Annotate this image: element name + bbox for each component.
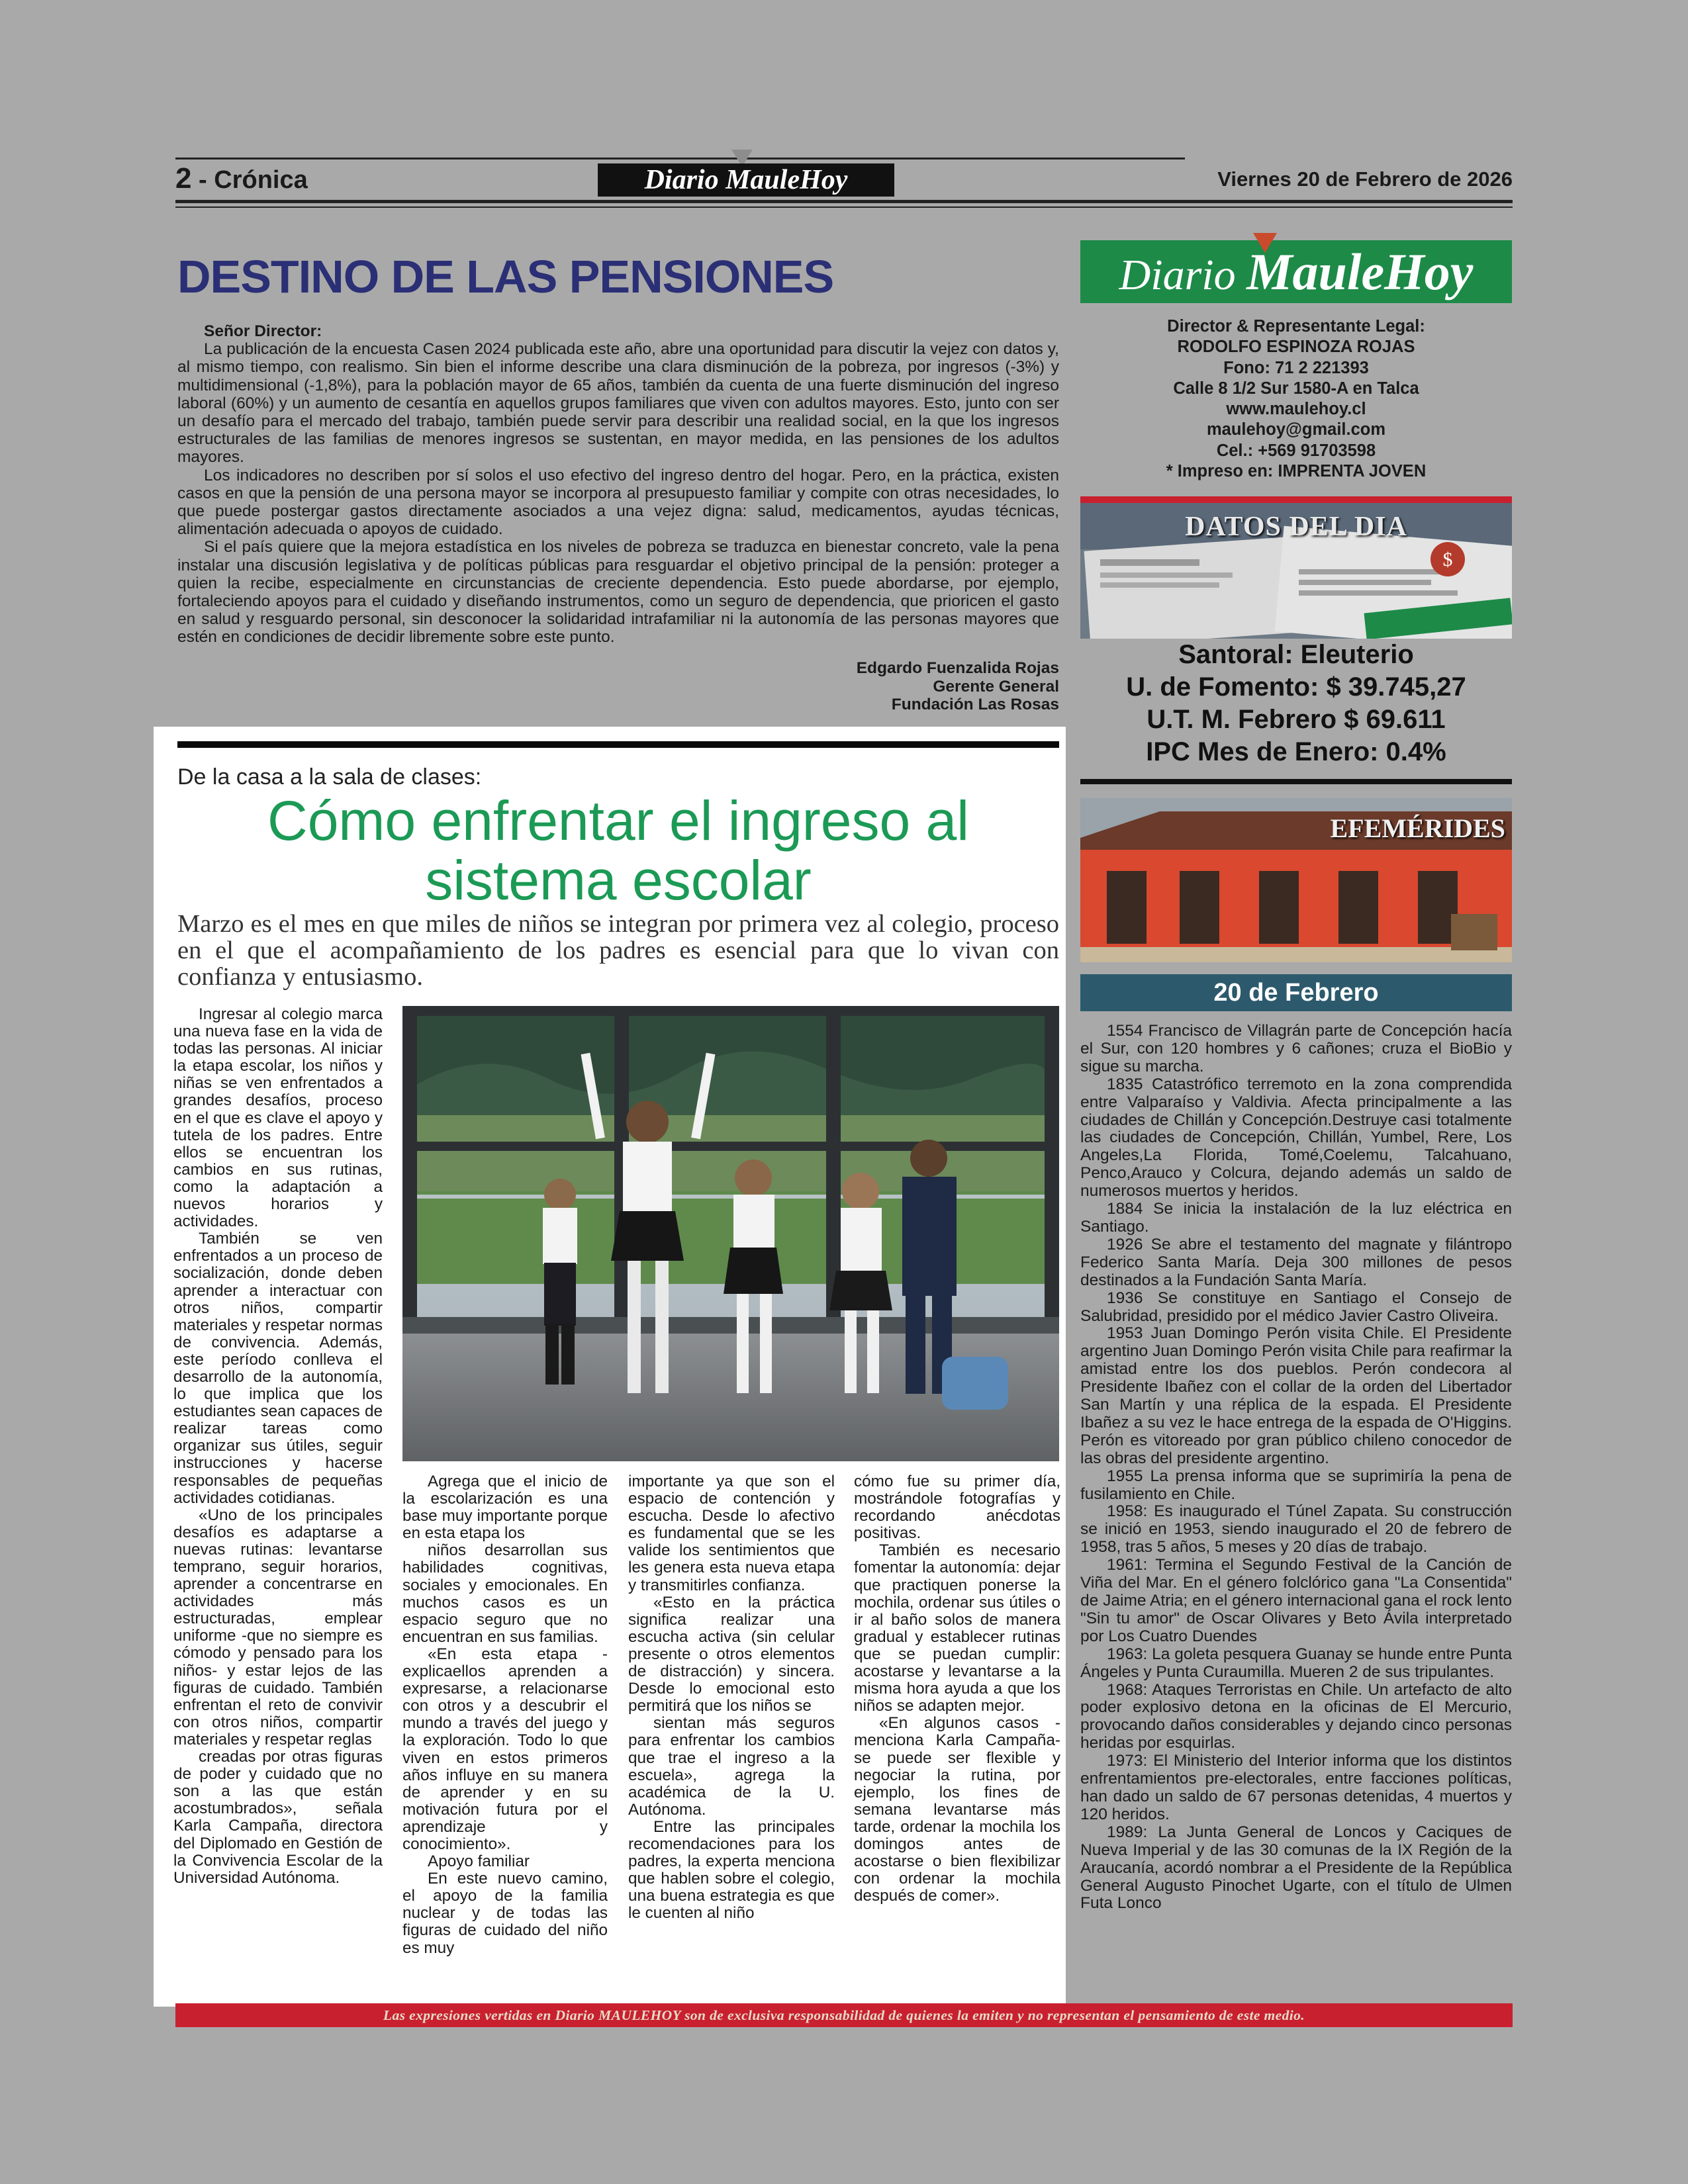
efemerides-item: 1961: Termina el Segundo Festival de la Canción de Viña del Mar. En el género folclórico gana "La Consentida" de Jaime Atria; en el género internacional gana el rock lento "Sin tu amor" de Oscar Olivares y Beto Ávila interpretado por Los Cuatro Duendes bbox=[1080, 1556, 1512, 1645]
page-number: 2 bbox=[175, 162, 192, 195]
staff-line: Calle 8 1/2 Sur 1580-A en Talca bbox=[1173, 379, 1419, 398]
staff-line: maulehoy@gmail.com bbox=[1206, 420, 1386, 439]
masthead-mark-icon bbox=[1253, 233, 1277, 253]
letter-signature bbox=[728, 659, 1059, 714]
article-paragraph: En este nuevo camino, el apoyo de la familia nuclear y de todas las figuras de cuidado del niño es muy bbox=[402, 1870, 608, 1957]
feature-top-rule bbox=[177, 741, 1059, 748]
datos-title: DATOS DEL DIA bbox=[1185, 512, 1407, 542]
article-paragraph: «En algunos casos - menciona Karla Campaña- se puede ser flexible y negociar la rutina, por ejemplo, los fines de semana levantarse más tarde, ordenar la mochila los domingos antes de acostarse o bien flexibilizar con ordenar la mochila después de comer». bbox=[854, 1714, 1060, 1905]
article-paragraph: «Uno de los principales desafíos es adaptarse a nuevas rutinas: levantarse temprano, seguir horarios, aprender a concentrarse en actividades más estructuradas, emplear uniforme -que no siempre es cómodo y pensado para los niños- y estar lejos de las figuras de cuidado. También enfrentan el reto de convivir con otros niños, compartir materiales y respetar reglas bbox=[173, 1506, 383, 1749]
efemerides-item: 1884 Se inicia la instalación de la luz eléctrica en Santiago. bbox=[1080, 1200, 1512, 1236]
santoral: Santoral: Eleuterio bbox=[1178, 640, 1414, 669]
letter-paragraph: La publicación de la encuesta Casen 2024 publicada este año, abre una oportunidad para discutir la vejez con datos y, al mismo tiempo, con realismo. Sin bien el informe describe una clara disminución de la pobreza, por ingresos (-3%) y multidimensional (-1,8%), para la población mayor de 65 años, también da cuenta de una fuerte disminución del ingreso laboral (60%) y un aumento de cesantía en aquellos grupos familiares que viven con adultos mayores. Esto, junto con ser un desafío para el mercado del trabajo, también puede servir para describir una realidad social, en la que los ingresos estructurales de las familias de menores ingresos se sustentan, en mayor medida, en las pensiones de los adultos mayores. bbox=[177, 340, 1059, 467]
article-paragraph: Entre las principales recomendaciones para los padres, la experta menciona que hablen sobre el colegio, una buena estrategia es que le cuenten al niño bbox=[628, 1817, 835, 1923]
staff-line: * Impreso en: IMPRENTA JOVEN bbox=[1166, 462, 1427, 481]
efemerides-item: 1968: Ataques Terroristas en Chile. Un artefacto de alto poder explosivo detona en la oficinas de El Mercurio, provocando daños considerables y dejando cinco personas heridas por esquirlas. bbox=[1080, 1680, 1512, 1752]
article-paragraph: importante ya que son el espacio de contención y escucha. Desde lo afectivo es fundamental que se les valide los sentimientos que les genera esta nueva etapa y transmitirles confianza. bbox=[628, 1473, 835, 1594]
letter-title: DESTINO DE LAS PENSIONES bbox=[177, 251, 834, 302]
article-subheading: Apoyo familiar bbox=[428, 1852, 530, 1871]
article-paragraph: Ingresar al colegio marca una nueva fase en la vida de todas las personas. Al iniciar la etapa escolar, los niños y niñas se ven enfrentados a grandes desafíos, proceso en el que es clave el apoyo y tutela de los padres. Entre ellos se encuentran los cambios en sus rutinas, como la adaptación a nuevos horarios y actividades. bbox=[173, 1005, 383, 1231]
section-name: - Crónica bbox=[191, 166, 308, 194]
efemerides-item: 1926 Se abre el testamento del magnate y filántropo Federico Santa María. Deja 300 millones de pesos destinados a la Fundación Santa María. bbox=[1080, 1235, 1512, 1289]
article-column-2 bbox=[402, 1473, 608, 1957]
utm: U.T. M. Febrero $ 69.611 bbox=[1147, 705, 1446, 734]
letter-salutation: Señor Director: bbox=[204, 322, 322, 340]
article-lead: Marzo es el mes en que miles de niños se integran por primera vez al colegio, proceso en el que el acompañamiento de los padres es esencial para que lo vivan con confianza y entusiasmo. bbox=[177, 910, 1059, 991]
staff-line: Director & Representante Legal: bbox=[1167, 317, 1425, 336]
efemerides-item: 1955 La prensa informa que se suprimiría la pena de fusilamiento en Chile. bbox=[1080, 1467, 1512, 1503]
signature-org: Fundación Las Rosas bbox=[891, 696, 1059, 713]
efemerides-item: 1989: La Junta General de Loncos y Caciques de Nueva Imperial y de las 30 comunas de la IX Región de la Araucanía, acordó nombrar a el Presidente de la República General Augusto Pinochet Ugarte, con el título de Ulmen Futa Lonco bbox=[1080, 1823, 1512, 1913]
article-headline: Cómo enfrentar el ingreso al sistema escolar bbox=[267, 790, 969, 911]
header-bottom-rule bbox=[175, 200, 1513, 203]
efemerides-item: 1835 Catastrófico terremoto en la zona comprendida entre Valparaíso y Valdivia. Afecta principalmente a las ciudades de Chillán y Concepción.Destruye casi totalmente las ciudades de Concepción, Chillán, Yumbel, Rere, Los Angeles,La Florida, Tomé,Coelemu, Talcahuano, Penco,Arauco y Colcura, dejando además un saldo de numerosos muertos y heridos. bbox=[1080, 1075, 1512, 1201]
masthead-logo-a: Diario bbox=[1119, 251, 1247, 299]
efemerides-date-bar: 20 de Febrero bbox=[1080, 974, 1512, 1011]
header-top-rule bbox=[175, 158, 1185, 159]
efemerides-list bbox=[1080, 1023, 1512, 1913]
efemerides-item: 1554 Francisco de Villagrán parte de Concepción hacía el Sur, con 120 hombres y 6 cañones; cruza el BioBio y sigue su marcha. bbox=[1080, 1022, 1512, 1075]
article-paragraph: creadas por otras figuras de poder y cuidado que no son a las que están acostumbrados», señala Karla Campaña, directora del Diplomado en Gestión de la Convivencia Escolar de la Universidad Autónoma. bbox=[173, 1748, 383, 1887]
article-paragraph: Agrega que el inicio de la escolarización es una base muy importante porque en esta etapa los bbox=[402, 1473, 608, 1543]
staff-line: Cel.: +569 91703598 bbox=[1216, 441, 1376, 460]
article-paragraph: También es necesario fomentar la autonomía: dejar que practiquen ponerse la mochila, ordenar sus útiles o ir al baño solos de manera gradual y establecer rutinas que se puedan cumplir: acostarse y levantarse a la misma hora ayuda a que los niños se adapten mejor. bbox=[854, 1541, 1060, 1715]
article-paragraph: niños desarrollan sus habilidades cognitivas, sociales y emocionales. En muchos casos es un espacio seguro que no encuentran en sus familias. bbox=[402, 1541, 608, 1646]
staff-line: www.maulehoy.cl bbox=[1226, 400, 1366, 419]
efemerides-banner bbox=[1080, 798, 1512, 962]
article-column-1 bbox=[173, 1006, 383, 1887]
efemerides-item: 1958: Es inaugurado el Túnel Zapata. Su construcción se inició en 1953, siendo inaugurado el 20 de febrero de 1958, tras 5 años, 5 meses y 20 días de trabajo. bbox=[1080, 1502, 1512, 1557]
masthead-logo-b: MauleHoy bbox=[1246, 243, 1474, 300]
article-kicker: De la casa a la sala de clases: bbox=[177, 764, 482, 790]
unidad-fomento: U. de Fomento: $ 39.745,27 bbox=[1126, 672, 1466, 702]
signature-name: Edgardo Fuenzalida Rojas bbox=[856, 659, 1059, 677]
page-section-label bbox=[175, 162, 308, 195]
staff-box bbox=[1080, 316, 1512, 482]
article-paragraph: También se ven enfrentados a un proceso de socialización, donde deben aprender a interactuar con otros niños, compartir materiales y respetar normas de convivencia. Además, este período conlleva el desarrollo de la autonomía, lo que implica que los estudiantes sean capaces de realizar tareas como organizar sus útiles, seguir instrucciones y hacerse responsables de pequeñas actividades cotidianas. bbox=[173, 1230, 383, 1507]
issue-date: Viernes 20 de Febrero de 2026 bbox=[1217, 167, 1513, 191]
efemerides-item: 1936 Se constituye en Santiago el Consejo de Salubridad, presidido por el médico Javier Castro Oliveira. bbox=[1080, 1289, 1512, 1325]
letter-paragraph: Los indicadores no describen por sí solos el uso efectivo del ingreso dentro del hogar. Pero, en la práctica, existen casos en que la pensión de una persona mayor se incorpora al presupuesto familiar y compite con otras necesidades, lo que puede postergar gastos directamente asociados a una vejez digna: salud, medicamentos, ayudas técnicas, alimentación adecuada o apoyos de cuidado. bbox=[177, 466, 1059, 539]
datos-del-dia-banner bbox=[1080, 496, 1512, 639]
svg-text:$: $ bbox=[1442, 549, 1453, 570]
efemerides-item: 1953 Juan Domingo Perón visita Chile. El Presidente argentino Juan Domingo Perón visita Chile para reafirmar la amistad entre los dos pueblos. Perón condecora al Presidente Ibañez con el collar de la orden del Libertador San Martín y una réplica de la espada. El Presidente Ibañez a su vez le hace entrega de la espada de O'Higgins. Perón es vitoreado por gran público chileno conocedor de las obras del presidente argentino. bbox=[1080, 1324, 1512, 1467]
ipc: IPC Mes de Enero: 0.4% bbox=[1146, 737, 1446, 766]
article-column-3 bbox=[628, 1473, 835, 1922]
staff-line: RODOLFO ESPINOZA ROJAS bbox=[1177, 338, 1415, 357]
signature-role: Gerente General bbox=[933, 677, 1059, 696]
article-paragraph: «En esta etapa -explicaellos aprenden a expresarse, a relacionarse con otros y a descubrir el mundo a través del juego y la exploración. Todo lo que viven en estos primeros años influye en su manera de aprender y en su motivación futura por el aprendizaje y conocimiento». bbox=[402, 1645, 608, 1853]
letter-body bbox=[177, 322, 1059, 647]
schoolchildren-window-photo bbox=[402, 1006, 1059, 1461]
article-paragraph: sientan más seguros para enfrentar los cambios que trae el ingreso a la escuela», agrega la académica de la U. Autónoma. bbox=[628, 1714, 835, 1819]
header-bottom-rule-thin bbox=[175, 206, 1513, 208]
efemerides-item: 1963: La goleta pesquera Guanay se hunde entre Punta Ángeles y Punta Curaumilla. Mueren 2 de sus tripulantes. bbox=[1080, 1645, 1512, 1681]
header-logo: Diario MauleHoy bbox=[598, 163, 894, 197]
datos-values bbox=[1080, 639, 1512, 768]
article-paragraph: cómo fue su primer día, mostrándole fotografías y recordando anécdotas positivas. bbox=[854, 1473, 1060, 1543]
efemerides-item: 1973: El Ministerio del Interior informa que los distintos enfrentamientos pre-electorales, entre facciones políticas, han dado un saldo de 67 personas detenidas, 4 muertos y 120 heridos. bbox=[1080, 1752, 1512, 1823]
article-paragraph: «Esto en la práctica significa realizar una escucha activa (sin celular presente o otros elementos de distracción) y sincera. Desde lo emocional esto permitirá que los niños se bbox=[628, 1593, 835, 1715]
efemerides-title: EFEMÉRIDES bbox=[1330, 813, 1505, 843]
masthead-logo bbox=[1080, 240, 1512, 303]
article-column-4 bbox=[854, 1473, 1060, 1905]
staff-line: Fono: 71 2 221393 bbox=[1223, 358, 1369, 377]
datos-rule bbox=[1080, 779, 1512, 784]
disclaimer-footer: Las expresiones vertidas en Diario MAULEHOY son de exclusiva responsabilidad de quienes la emiten y no representan el pensamiento de este medio. bbox=[175, 2003, 1513, 2027]
letter-paragraph: Si el país quiere que la mejora estadística en los niveles de pobreza se traduzca en bienestar concreto, vale la pena instalar una discusión legislativa y de políticas públicas para resguardar el objetivo principal de la pensión: proteger a quien la recibe, especialmente en circunstancias de creciente dependencia. Esto puede abordarse, por ejemplo, fortaleciendo apoyos para el cuidado y diseñando instrumentos, como un seguro de dependencia, que prioricen el gasto en salud y resguardo personal, sin desconocer la solidaridad intrafamiliar ni la autonomía de las personas mayores que estén en condiciones de decidir libremente sobre este punto. bbox=[177, 538, 1059, 647]
